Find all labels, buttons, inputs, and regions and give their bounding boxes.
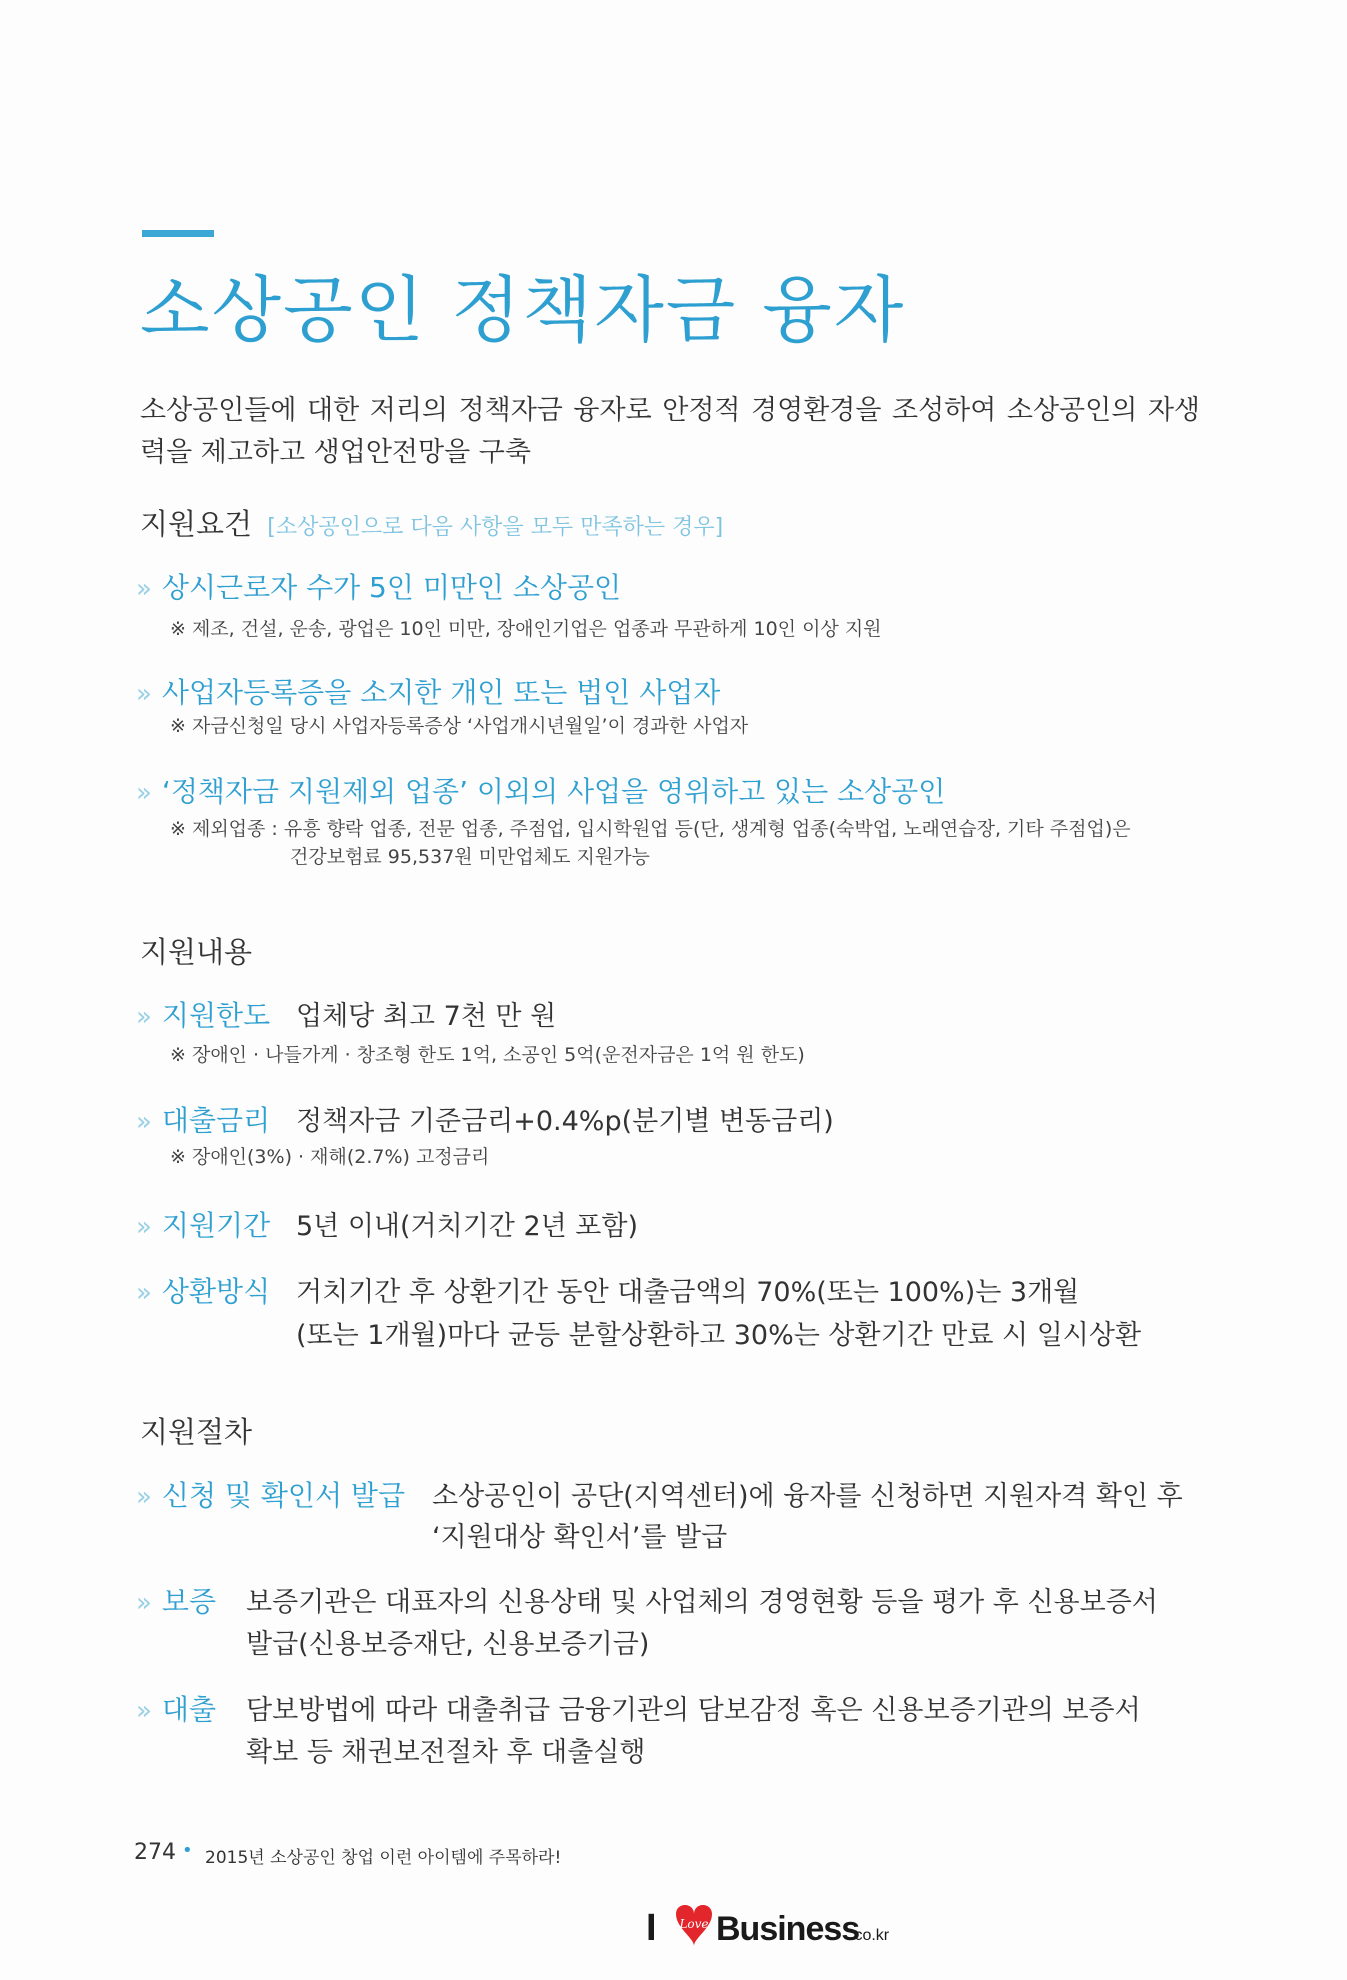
contents-heading: 지원내용 (140, 935, 253, 969)
chevron-bullet-icon: » (136, 1107, 152, 1137)
requirement-label: ‘정책자금 지원제외 업종’ 이외의 사업을 영위하고 있는 소상공인 (161, 775, 946, 808)
chevron-bullet-icon: » (136, 1696, 152, 1726)
procedure-desc: 담보방법에 따라 대출취급 금융기관의 담보감정 혹은 신용보증기관의 보증서 (246, 1695, 1141, 1726)
procedure-label: 보증 (161, 1585, 217, 1618)
chevron-bullet-icon: » (136, 1002, 152, 1032)
chevron-bullet-icon: » (136, 574, 152, 604)
requirement-note: ※ 제외업종 : 유흥 향락 업종, 전문 업종, 주점업, 입시학원업 등(단, 생계형 업종(숙박업, 노래연습장, 기타 주점업)은 (170, 818, 1131, 840)
procedure-desc-continued: 발급(신용보증재단, 신용보증기금) (246, 1629, 650, 1660)
title-accent-bar (142, 230, 214, 237)
content-item-repayment (136, 1270, 270, 1310)
content-desc: 업체당 최고 7천 만 원 (296, 1001, 557, 1032)
procedure-desc: 보증기관은 대표자의 신용상태 및 사업체의 경영현황 등을 평가 후 신용보증서 (246, 1587, 1158, 1618)
requirement-note: ※ 제조, 건설, 운송, 광업은 10인 미만, 장애인기업은 업종과 무관하게 10인 이상 지원 (170, 618, 882, 640)
content-desc: 정책자금 기준금리+0.4%p(분기별 변동금리) (296, 1106, 834, 1137)
requirements-condition-note: [소상공인으로 다음 사항을 모두 만족하는 경우] (267, 515, 724, 540)
content-item-limit (136, 994, 270, 1034)
chevron-bullet-icon: » (136, 1588, 152, 1618)
procedure-label: 대출 (161, 1693, 217, 1726)
book-title: 2015년 소상공인 창업 이런 아이템에 주목하라! (205, 1848, 562, 1868)
logo-prefix: I (646, 1907, 657, 1949)
procedure-item-loan (136, 1688, 216, 1728)
footer-separator: • (182, 1840, 193, 1861)
procedure-desc: 소상공인이 공단(지역센터)에 융자를 신청하면 지원자격 확인 후 (432, 1481, 1183, 1512)
requirements-heading (140, 502, 723, 543)
content-item-period (136, 1204, 270, 1244)
chevron-bullet-icon: » (136, 1212, 152, 1242)
content-note: ※ 장애인(3%) · 재해(2.7%) 고정금리 (170, 1146, 490, 1168)
content-note: ※ 장애인 · 나들가게 · 창조형 한도 1억, 소공인 5억(운전자금은 1억 원 한도) (170, 1044, 805, 1066)
intro-paragraph: 소상공인들에 대한 저리의 정책자금 융자로 안정적 경영환경을 조성하여 소상공인의 자생력을 제고하고 생업안전망을 구축 (140, 395, 1200, 468)
content-label: 지원한도 (161, 999, 271, 1032)
requirement-note: ※ 자금신청일 당시 사업자등록증상 ‘사업개시년월일’이 경과한 사업자 (170, 715, 749, 737)
content-item-rate (136, 1099, 270, 1139)
procedure-desc-continued: ‘지원대상 확인서’를 발급 (432, 1522, 728, 1553)
requirement-item-3 (136, 770, 945, 810)
content-label: 대출금리 (161, 1104, 271, 1137)
procedure-desc-continued: 확보 등 채권보전절차 후 대출실행 (246, 1737, 646, 1768)
content-label: 지원기간 (161, 1209, 271, 1242)
procedure-item-application (136, 1474, 405, 1514)
requirement-label: 상시근로자 수가 5인 미만인 소상공인 (161, 571, 622, 604)
content-desc-continued: (또는 1개월)마다 균등 분할상환하고 30%는 상환기간 만료 시 일시상환 (296, 1320, 1142, 1351)
logo-main: Business (716, 1910, 860, 1948)
procedure-label: 신청 및 확인서 발급 (161, 1479, 406, 1512)
ilovebusiness-logo (646, 1896, 896, 1956)
page-number: 274 (134, 1840, 176, 1865)
requirement-item-1 (136, 566, 621, 606)
requirement-note-continued: 건강보험료 95,537원 미만업체도 지원가능 (290, 846, 650, 868)
procedure-heading: 지원절차 (140, 1415, 253, 1449)
content-label: 상환방식 (161, 1275, 271, 1308)
logo-heart-text: Love (679, 1917, 709, 1931)
chevron-bullet-icon: » (136, 1482, 152, 1512)
chevron-bullet-icon: » (136, 1278, 152, 1308)
procedure-item-guarantee (136, 1580, 216, 1620)
requirements-heading-text: 지원요건 (140, 507, 253, 541)
requirement-item-2 (136, 671, 720, 711)
requirement-label: 사업자등록증을 소지한 개인 또는 법인 사업자 (161, 676, 721, 709)
chevron-bullet-icon: » (136, 679, 152, 709)
content-desc: 거치기간 후 상환기간 동안 대출금액의 70%(또는 100%)는 3개월 (296, 1277, 1080, 1308)
chevron-bullet-icon: » (136, 778, 152, 808)
logo-suffix: .co.kr (850, 1927, 890, 1944)
page-title: 소상공인 정책자금 융자 (140, 268, 906, 352)
content-desc: 5년 이내(거치기간 2년 포함) (296, 1211, 638, 1242)
